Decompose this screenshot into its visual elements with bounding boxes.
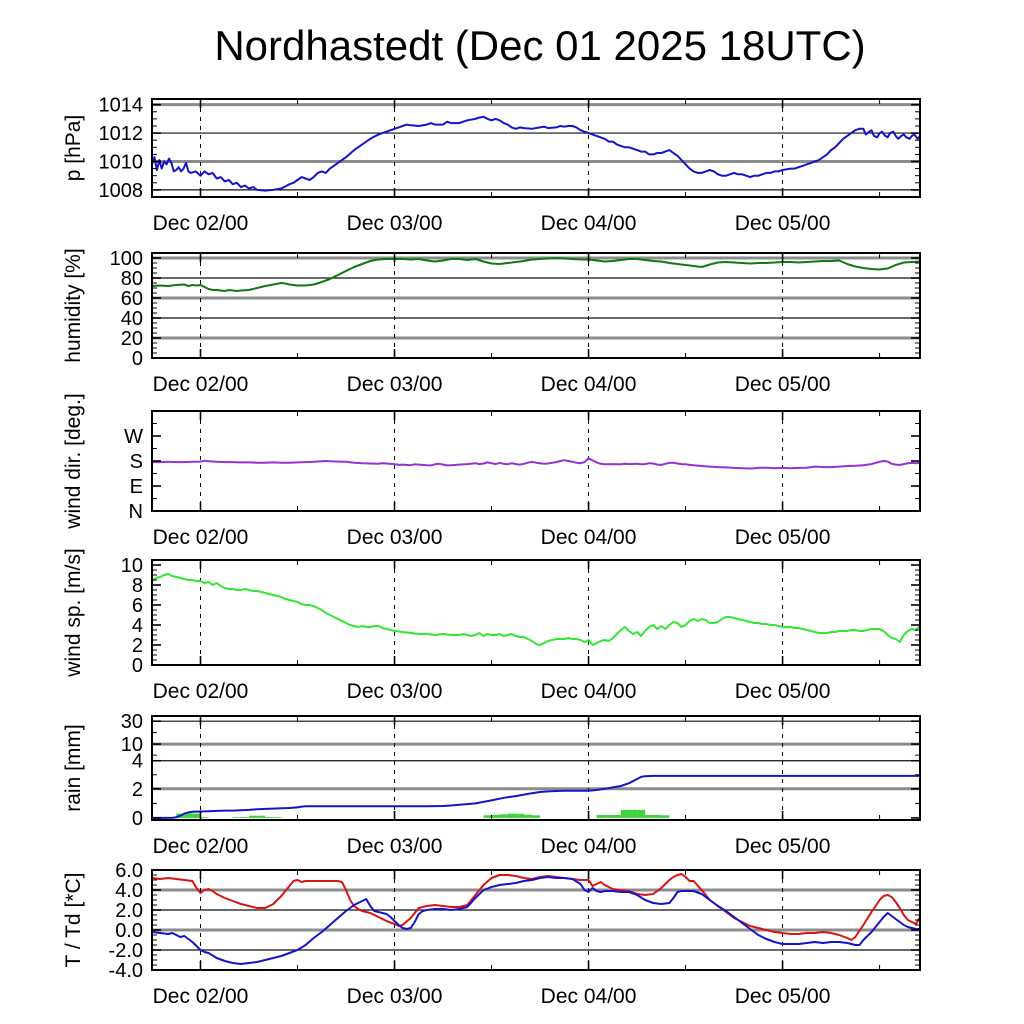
y-tick-label: 1014 <box>98 94 143 117</box>
x-tick-label: Dec 02/00 <box>152 212 249 235</box>
rain-bar <box>484 815 492 818</box>
x-tick-label: Dec 05/00 <box>734 526 831 549</box>
plot-frame <box>152 870 920 970</box>
x-tick-label: Dec 03/00 <box>346 373 443 396</box>
panel-wind_direction <box>62 393 920 549</box>
rain-bar <box>233 817 241 818</box>
y-tick-label: 80 <box>120 268 143 290</box>
rain-bar <box>265 817 273 818</box>
series-accumulated_rain <box>152 776 920 818</box>
y-axis-title: humidity [%] <box>62 248 85 363</box>
y-tick-label: 1008 <box>98 179 143 202</box>
rain-bar <box>621 810 629 818</box>
x-tick-label: Dec 03/00 <box>346 212 443 235</box>
series-wind_direction <box>152 458 920 468</box>
x-tick-label: Dec 04/00 <box>540 985 637 1008</box>
y-tick-label: 10 <box>120 555 143 577</box>
y-tick-label: 6.0 <box>115 860 143 882</box>
y-tick-label: 30 <box>120 711 143 734</box>
y-tick-label: 1012 <box>98 123 143 146</box>
y-tick-label: 6 <box>131 595 143 617</box>
rain-bar <box>629 810 637 818</box>
y-tick-label: N <box>128 501 143 523</box>
rain-bar <box>500 814 508 818</box>
series-wind_speed <box>152 574 920 645</box>
x-tick-label: Dec 04/00 <box>540 526 637 549</box>
rain-bar <box>192 814 200 818</box>
y-tick-label: 4 <box>131 615 143 637</box>
y-tick-label: 20 <box>120 328 143 350</box>
x-tick-label: Dec 03/00 <box>346 985 443 1008</box>
y-tick-label: 60 <box>120 288 143 310</box>
x-tick-label: Dec 04/00 <box>540 373 637 396</box>
rain-bar <box>516 814 524 818</box>
panel-humidity <box>62 248 920 396</box>
x-tick-label: Dec 03/00 <box>346 526 443 549</box>
plot-frame <box>152 99 920 197</box>
y-axis-title: wind dir. [deg.] <box>62 393 85 529</box>
y-tick-label: 1010 <box>98 151 143 174</box>
rain-bar <box>645 815 653 818</box>
y-tick-label: E <box>129 476 143 498</box>
x-tick-label: Dec 03/00 <box>346 835 443 858</box>
y-tick-label: 0 <box>131 807 143 830</box>
y-tick-label: 0 <box>131 655 143 677</box>
rain-bar <box>661 815 669 818</box>
plot-frame <box>152 253 920 358</box>
rain-bar <box>508 814 516 818</box>
x-tick-label: Dec 03/00 <box>346 680 443 703</box>
plot-frame <box>152 560 920 665</box>
x-tick-label: Dec 02/00 <box>152 373 249 396</box>
rain-bar <box>257 816 265 818</box>
y-tick-label: -4.0 <box>108 960 143 982</box>
panel-temperature <box>62 860 920 1008</box>
x-tick-label: Dec 05/00 <box>734 835 831 858</box>
y-tick-label: W <box>124 426 143 448</box>
x-tick-label: Dec 05/00 <box>734 212 831 235</box>
panel-pressure <box>62 95 920 235</box>
panel-wind_speed <box>62 548 920 703</box>
rain-bar <box>492 815 500 818</box>
y-tick-label: 100 <box>109 248 143 270</box>
rain-bar <box>524 815 532 818</box>
x-tick-label: Dec 05/00 <box>734 680 831 703</box>
y-tick-label: 8 <box>131 575 143 597</box>
rain-bar <box>653 815 661 818</box>
rain-bar <box>532 815 540 818</box>
series-pressure <box>152 117 920 191</box>
series-humidity <box>152 258 920 291</box>
y-axis-title: T / Td [*C] <box>62 872 85 968</box>
rain-bar <box>597 815 605 818</box>
y-tick-label: 0.0 <box>115 920 143 942</box>
rain-bar <box>201 817 209 818</box>
y-axis-title: wind sp. [m/s] <box>62 548 85 677</box>
rain-bar <box>637 810 645 818</box>
x-tick-label: Dec 02/00 <box>152 835 249 858</box>
plot-frame <box>152 716 920 820</box>
x-tick-label: Dec 02/00 <box>152 526 249 549</box>
rain-bar <box>241 817 249 818</box>
y-axis-title: rain [mm] <box>62 724 85 812</box>
y-tick-label: 4.0 <box>115 880 143 902</box>
x-tick-label: Dec 02/00 <box>152 985 249 1008</box>
y-tick-label: 10 <box>120 734 143 757</box>
y-axis-title: p [hPa] <box>62 114 85 182</box>
rain-bar <box>613 815 621 818</box>
x-tick-label: Dec 05/00 <box>734 985 831 1008</box>
y-tick-label: S <box>129 451 143 473</box>
panel-rain <box>62 711 920 858</box>
plot-frame <box>152 411 920 511</box>
y-tick-label: 4 <box>131 750 143 773</box>
chart-title: Nordhastedt (Dec 01 2025 18UTC) <box>214 22 866 69</box>
y-tick-label: 0 <box>131 348 143 370</box>
rain-bar <box>605 815 613 818</box>
rain-bar <box>249 816 257 818</box>
y-tick-label: -2.0 <box>108 940 143 962</box>
y-tick-label: 2.0 <box>115 900 143 922</box>
x-tick-label: Dec 05/00 <box>734 373 831 396</box>
x-tick-label: Dec 02/00 <box>152 680 249 703</box>
y-tick-label: 40 <box>120 308 143 330</box>
y-tick-label: 2 <box>131 778 143 801</box>
x-tick-label: Dec 04/00 <box>540 835 637 858</box>
rain-bar <box>273 817 281 818</box>
y-tick-label: 2 <box>131 635 143 657</box>
x-tick-label: Dec 04/00 <box>540 680 637 703</box>
x-tick-label: Dec 04/00 <box>540 212 637 235</box>
